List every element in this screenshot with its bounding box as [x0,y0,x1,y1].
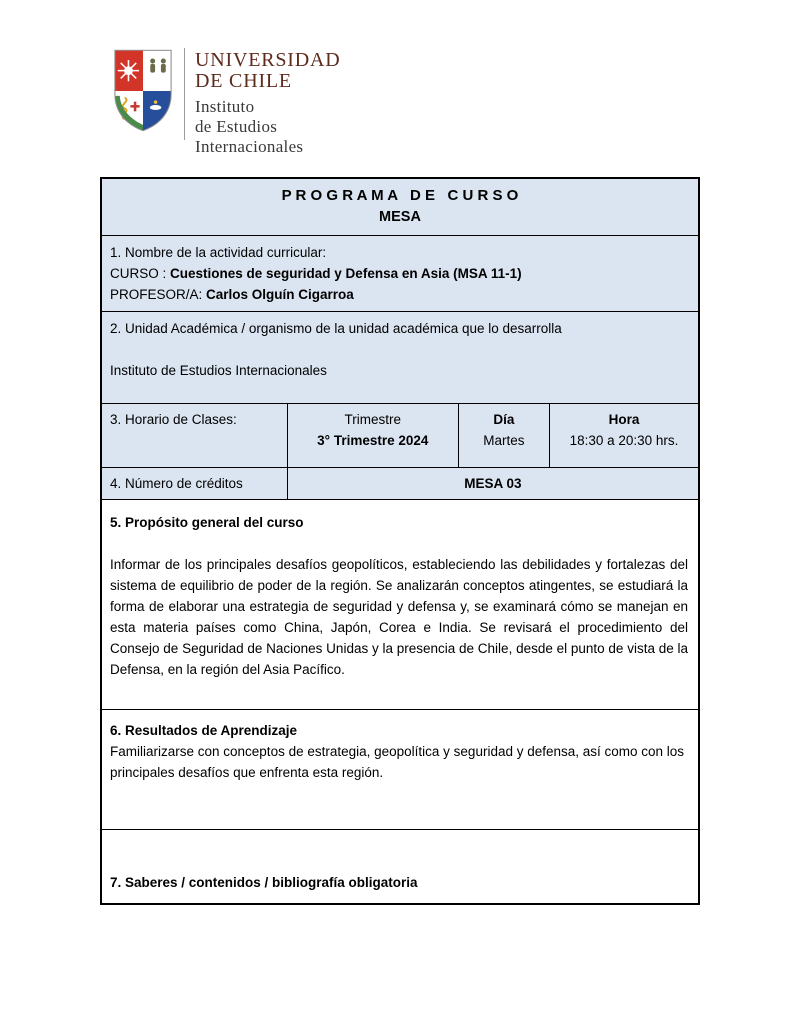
proposito-paragraph: Informar de los principales desafíos geopolíticos, estableciendo las debilidades y fortalezas del sistema de equilibrio de poder de la región. Se analizarán conceptos atingentes, se estudiará la forma de elaborar una estrategia de seguridad y defensa y, se examinará cómo se manejan en esta materia países como China, Japón, Corea e India. Se revisará el procedimiento del Consejo de Seguridad de Naciones Unidas y la presencia de Chile, desde el punto de vista de la Defensa, en la región del Asia Pacífico. [110,557,688,677]
profesor-value: Carlos Olguín Cigarroa [206,287,354,302]
university-shield-icon [112,46,174,136]
logo-text [195,46,340,157]
horario-trimestre-cell [287,404,458,467]
program-subtitle: MESA [379,209,421,225]
profesor-label: PROFESOR/A: [110,287,207,302]
horario-hora-cell [549,404,698,467]
section-unidad-academica [102,311,698,403]
horario-label: 3. Horario de Clases: [110,412,237,427]
institute-name-line1: Instituto [195,97,255,116]
curso-line [110,263,688,284]
university-name-line1: UNIVERSIDAD [195,49,341,71]
institute-name-line3: Internacionales [195,137,304,156]
trimestre-value: 3° Trimestre 2024 [317,433,429,448]
saberes-heading: 7. Saberes / contenidos / bibliografía obligatoria [110,875,418,890]
section-saberes [102,829,698,903]
university-logo [112,46,340,157]
horario-dia-cell [458,404,549,467]
hora-header: Hora [608,412,640,427]
dia-value: Martes [483,433,525,448]
section2-value: Instituto de Estudios Internacionales [110,363,327,378]
curso-label: CURSO : [110,266,171,281]
spacer [110,339,688,360]
resultados-heading: 6. Resultados de Aprendizaje [110,723,298,738]
profesor-line [110,284,688,305]
resultados-paragraph: Familiarizarse con conceptos de estrategia, geopolítica y seguridad y defensa, así como con los principales desafíos que enfrenta esta región. [110,744,685,780]
program-title: P R O G R A M A D E C U R S O [281,187,519,204]
university-name-line2: DE CHILE [195,70,292,92]
spacer [110,533,688,554]
table-header-row [102,179,698,235]
section1-label: 1. Nombre de la actividad curricular: [110,245,327,260]
section-resultados [102,709,698,829]
course-program-table [100,177,700,905]
proposito-heading: 5. Propósito general del curso [110,515,304,530]
hora-value: 18:30 a 20:30 hrs. [569,433,679,448]
section2-label: 2. Unidad Académica / organismo de la unidad académica que lo desarrolla [110,321,562,336]
institute-name-line2: de Estudios [195,117,278,136]
logo-divider [184,48,185,140]
section-proposito [102,499,698,709]
dia-header: Día [493,412,515,427]
section-nombre-actividad [102,235,698,311]
university-name [195,50,340,92]
institute-name [195,97,340,157]
creditos-label: 4. Número de créditos [110,476,243,491]
section-numero-creditos [102,467,698,499]
section-horario-clases [102,403,698,467]
curso-value: Cuestiones de seguridad y Defensa en Asia (MSA 11-1) [170,266,522,281]
creditos-value: MESA 03 [287,468,698,499]
trimestre-header: Trimestre [344,412,402,427]
